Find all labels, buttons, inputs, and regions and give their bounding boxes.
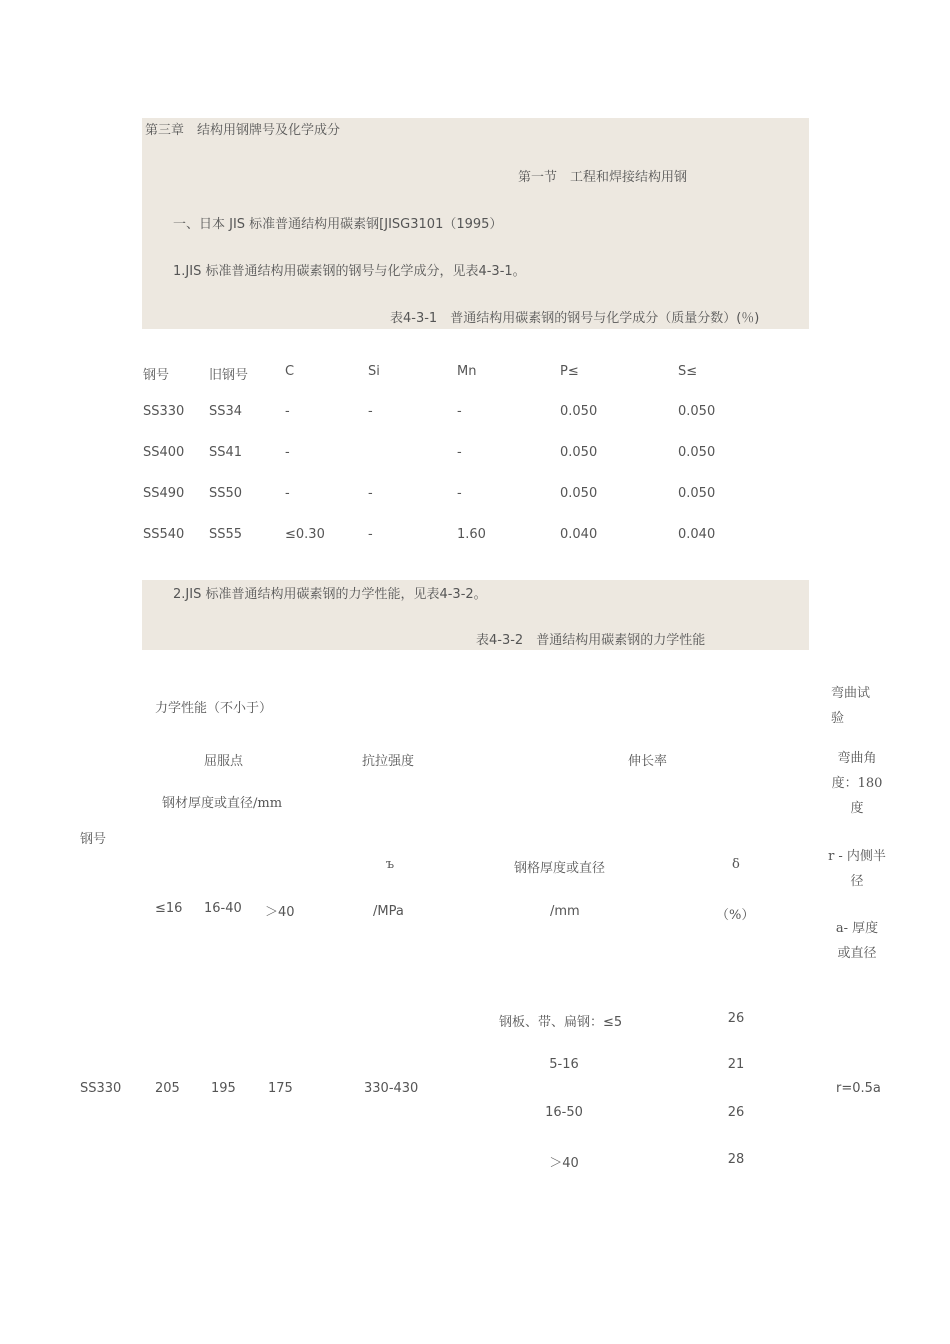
table1-header: Si: [368, 364, 380, 379]
heading-1: 一、日本 JIS 标准普通结构用碳素钢[JISG3101（1995）: [173, 217, 503, 232]
yield-cell: 175: [268, 1081, 293, 1096]
elong-thick-cell: 钢板、带、扁钢：≤5: [499, 1015, 623, 1030]
tensile-symbol: ъ: [385, 857, 395, 872]
thickness-range: 16-40: [204, 901, 242, 916]
table1-cell: 0.040: [560, 527, 598, 542]
table1-header: 钢号: [143, 368, 170, 383]
table1-header: C: [285, 364, 295, 379]
table1-cell: SS330: [143, 404, 185, 419]
table2-caption: 表4-3-2 普通结构用碳素钢的力学性能: [476, 633, 706, 648]
table1-cell: -: [368, 527, 373, 542]
steel-label: 钢号: [80, 832, 107, 847]
table1-cell: -: [457, 486, 462, 501]
tensile-cell: 330-430: [364, 1081, 419, 1096]
yield-cell: 195: [211, 1081, 236, 1096]
tensile-label: 抗拉强度: [362, 754, 415, 769]
elong-delta-cell: 21: [727, 1057, 745, 1072]
table1-header: 旧钢号: [209, 368, 249, 383]
elong-label: 伸长率: [628, 754, 668, 769]
section-title: 第一节 工程和焊接结构用钢: [518, 170, 688, 185]
table1-cell: SS490: [143, 486, 185, 501]
table1-cell: -: [457, 445, 462, 460]
table1-cell: -: [368, 486, 373, 501]
table1-header: Mn: [457, 364, 477, 379]
elong-thick-label: 钢格厚度或直径: [514, 861, 606, 876]
elong-delta-cell: 26: [727, 1105, 745, 1120]
delta-symbol: δ: [732, 857, 740, 872]
table1-header: S≤: [678, 364, 698, 379]
table1-cell: ≤0.30: [285, 527, 325, 542]
table1-cell: SS400: [143, 445, 185, 460]
table1-cell: 1.60: [457, 527, 486, 542]
table1-cell: 0.050: [678, 404, 716, 419]
mech-header: 力学性能（不小于）: [155, 701, 273, 716]
thickness-label: 钢材厚度或直径/mm: [162, 796, 283, 811]
elong-thick-cell: ＞40: [549, 1156, 579, 1171]
thickness-range: ≤16: [155, 901, 183, 916]
paragraph-1: 1.JIS 标准普通结构用碳素钢的钢号与化学成分，见表4-3-1。: [173, 264, 526, 279]
elong-thick-cell: 5-16: [549, 1057, 579, 1072]
bend-header: 弯曲试验: [831, 686, 871, 726]
tensile-unit: /MPa: [373, 904, 404, 919]
bend-angle: 弯曲角度：180度: [831, 751, 883, 816]
thickness-range: ＞40: [265, 905, 295, 920]
yield-cell: 205: [155, 1081, 180, 1096]
elong-delta-cell: 26: [727, 1011, 745, 1026]
bend-a: a- 厚度或直径: [835, 921, 879, 961]
elong-delta-cell: 28: [727, 1152, 745, 1167]
table1-cell: SS41: [209, 445, 243, 460]
table1-cell: 0.040: [678, 527, 716, 542]
bend-cell: r=0.5a: [836, 1081, 881, 1096]
table1-cell: 0.050: [560, 486, 598, 501]
paragraph-2: 2.JIS 标准普通结构用碳素钢的力学性能，见表4-3-2。: [173, 587, 487, 602]
table1-cell: SS55: [209, 527, 243, 542]
bend-r: r - 内侧半径: [828, 849, 886, 889]
table1-header: P≤: [560, 364, 579, 379]
table1-cell: -: [457, 404, 462, 419]
table1-cell: SS34: [209, 404, 243, 419]
table1-cell: 0.050: [560, 404, 598, 419]
table1-cell: SS50: [209, 486, 243, 501]
grade-cell: SS330: [80, 1081, 122, 1096]
delta-unit: （%）: [716, 908, 755, 923]
elong-thick-unit: /mm: [550, 904, 580, 919]
table1-cell: -: [368, 404, 373, 419]
table1-cell: -: [285, 486, 290, 501]
table1-cell: -: [285, 404, 290, 419]
elong-thick-cell: 16-50: [545, 1105, 583, 1120]
table1-cell: -: [285, 445, 290, 460]
table1-cell: 0.050: [560, 445, 598, 460]
table1-cell: 0.050: [678, 486, 716, 501]
chapter-title: 第三章 结构用钢牌号及化学成分: [145, 123, 341, 138]
table1-caption: 表4-3-1 普通结构用碳素钢的钢号与化学成分（质量分数）(％): [390, 311, 760, 326]
table1-cell: 0.050: [678, 445, 716, 460]
table1-cell: SS540: [143, 527, 185, 542]
yield-label: 屈服点: [204, 754, 244, 769]
